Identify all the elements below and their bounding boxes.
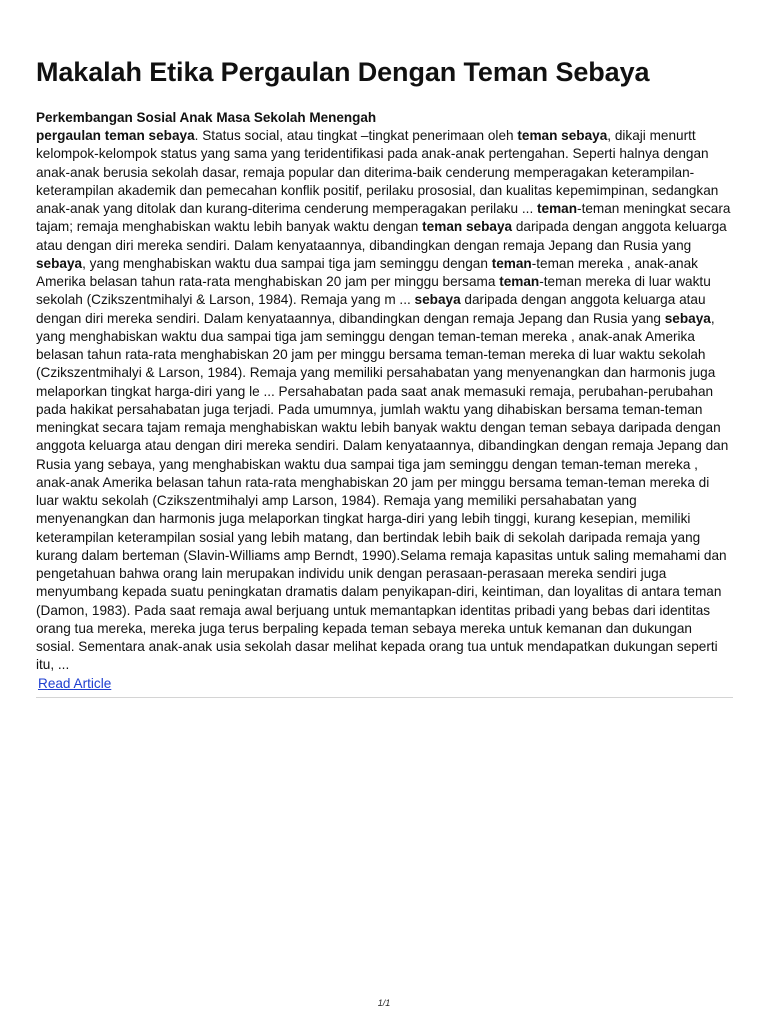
section-subheading: Perkembangan Sosial Anak Masa Sekolah Menengah — [36, 110, 377, 125]
paragraph-text: daripada dengan anggota keluarga atau dengan diri mereka sendiri. Dalam kenyataannya, dibandingkan dengan remaja Jepang dan Rusia yang — [36, 292, 706, 326]
divider — [36, 697, 733, 698]
page-number: 1/1 — [377, 998, 391, 1008]
paragraph-text: . Status social, atau tingkat –tingkat penerimaan oleh — [194, 128, 518, 143]
read-article-link[interactable]: Read Article — [38, 675, 112, 691]
keyword-highlight: teman — [499, 274, 540, 289]
keyword-highlight: sebaya — [664, 310, 711, 326]
article-body — [36, 127, 733, 675]
document-page — [36, 50, 733, 698]
paragraph-text: daripada dengan anggota keluarga atau dengan diri mereka sendiri. Dalam kenyataannya, dibandingkan dengan remaja Jepang dan Rusia yang — [36, 219, 727, 253]
keyword-highlight: teman — [537, 201, 578, 216]
keyword-highlight: sebaya — [414, 292, 461, 308]
page-title: Makalah Etika Pergaulan Dengan Teman Sebaya — [36, 57, 650, 87]
paragraph-text: , dikaji menurtt kelompok-kelompok status yang sama yang teridentifikasi pada anak-anak pertengahan. Seperti halnya dengan anak-anak berusia sekolah dasar, remaja popular dan diterima-baik cenderung memperagakan keterampilan-keterampilan akademik dan pemecahan konflik positif, perilaku prososial, dan kualitas kepemimpinan, sedangkan anak-anak yang ditolak dan kurang-diterima cenderung memperagakan perilaku ... — [36, 128, 719, 216]
keyword-highlight: teman — [491, 255, 532, 271]
keyword-highlight: pergaulan teman sebaya — [36, 128, 195, 143]
keyword-highlight: sebaya — [36, 255, 83, 271]
paragraph-text: -teman mereka di luar waktu sekolah (Czikszentmihalyi & Larson, 1984). Remaja yang m ... — [36, 274, 711, 308]
paragraph-text: -teman meningkat secara tajam; remaja menghabiskan waktu lebih banyak waktu dengan — [36, 201, 731, 235]
keyword-highlight: teman sebaya — [422, 219, 513, 235]
keyword-highlight: teman sebaya — [517, 128, 608, 143]
paragraph-text: , yang menghabiskan waktu dua sampai tiga jam seminggu dengan — [82, 255, 492, 271]
paragraph-text: -teman mereka , anak-anak Amerika belasan tahun rata-rata menghabiskan 20 jam per minggu bersama — [36, 255, 698, 289]
paragraph-text: , yang menghabiskan waktu dua sampai tiga jam seminggu dengan teman-teman mereka , anak-anak Amerika belasan tahun rata-rata menghabiskan 20 jam per minggu bersama teman-teman mereka di luar waktu sekolah (Czikszentmihalyi & Larson, 1984). Remaja yang memiliki persahabatan yang menyenangkan dan harmonis juga melaporkan tingkat harga-diri yang le ... Persahabatan pada saat anak memasuki remaja, perubahan-perubahan pada hakikat persahabatan juga terjadi. Pada umumnya, jumlah waktu yang dihabiskan bersama teman-teman meningkat secara tajam remaja menghabiskan waktu lebih banyak waktu dengan teman sebaya daripada dengan anggota keluarga atau dengan diri mereka sendiri. Dalam kenyataannya, dibandingkan dengan remaja Jepang dan Rusia yang sebaya, yang menghabiskan waktu dua sampai tiga jam seminggu dengan teman-teman mereka , anak-anak Amerika belasan tahun rata-rata menghabiskan 20 jam per minggu bersama teman-teman mereka di luar waktu sekolah (Czikszentmihalyi amp Larson, 1984). Remaja yang memiliki persahabatan yang menyenangkan dan harmonis juga melaporkan tingkat harga-diri yang lebih tinggi, kurang kesepian, memiliki keterampilan keterampilan sosial yang lebih matang, dan bertindak lebih baik di sekolah daripada remaja yang kurang dalam berteman (Slavin-Williams amp Berndt, 1990).Selama remaja kapasitas untuk saling memahami dan pengetahuan bahwa orang lain merupakan individu unik dengan perasaan-perasaan mereka sendiri juga menyumbang kepada suatu peningkatan dramatis dalam penyikapan-diri, keintiman, dan loyalitas di antara teman (Damon, 1983). Pada saat remaja awal berjuang untuk memantapkan identitas pribadi yang bebas dari identitas orang tua mereka, mereka juga terus berpaling kepada teman sebaya mereka untuk kemanan dan dukungan sosial. Sementara anak-anak usia sekolah dasar melihat kepada orang tua untuk mendapatkan dukungan seperti itu, ... — [36, 310, 729, 673]
